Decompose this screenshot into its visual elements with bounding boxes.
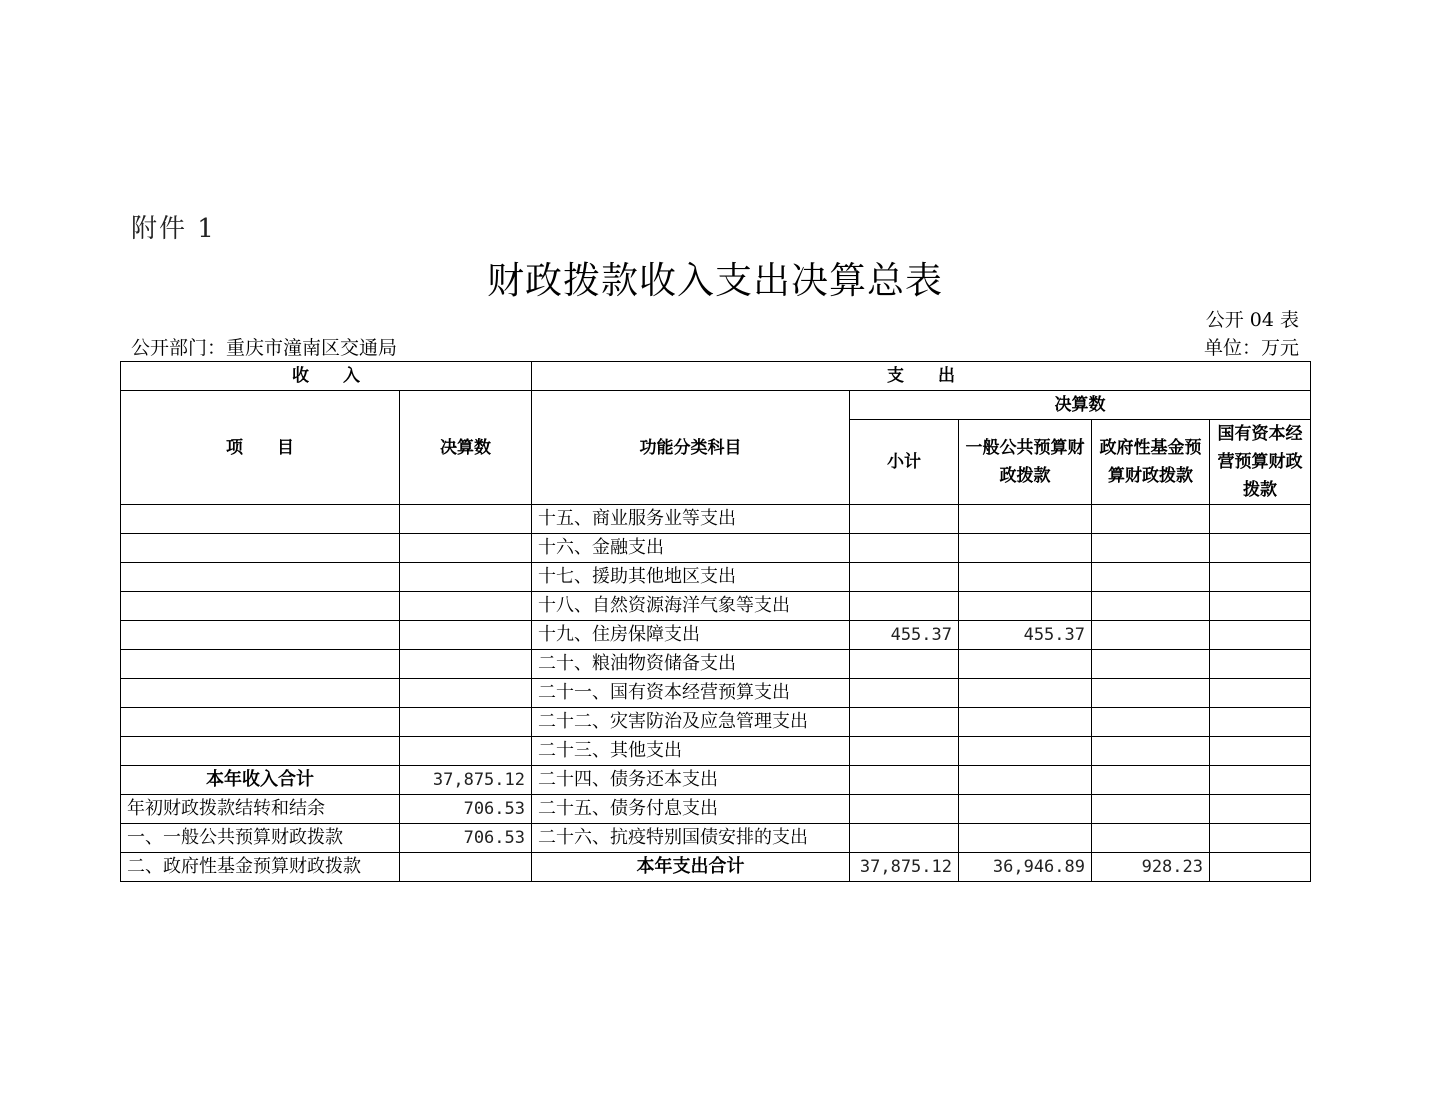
income-item-cell [121,534,400,563]
function-category-cell: 十六、金融支出 [532,534,850,563]
unit-label: 单位：万元 [1203,337,1299,359]
table-row [121,679,1311,708]
income-item-cell: 一、一般公共预算财政拨款 [121,824,400,853]
item-header: 项 目 [121,391,400,505]
function-category-cell: 本年支出合计 [532,853,850,882]
final-amount-header: 决算数 [850,391,1311,420]
income-item-cell [121,592,400,621]
general-budget-cell [959,679,1092,708]
income-item-cell: 年初财政拨款结转和结余 [121,795,400,824]
table-row [121,621,1311,650]
budget-summary-table [120,361,1311,882]
header-row-1 [121,362,1311,391]
income-item-cell [121,505,400,534]
table-row [121,708,1311,737]
gov-fund-cell [1092,824,1210,853]
gov-fund-cell [1092,708,1210,737]
income-amount-cell: 706.53 [400,795,532,824]
table-row [121,534,1311,563]
gov-fund-header: 政府性基金预算财政拨款 [1092,420,1210,505]
general-budget-cell [959,824,1092,853]
table-row [121,795,1311,824]
page-title: 财政拨款收入支出决算总表 [487,259,943,302]
header-row-2 [121,391,1311,420]
gov-fund-cell [1092,650,1210,679]
general-budget-cell [959,650,1092,679]
general-budget-cell: 36,946.89 [959,853,1092,882]
table-row [121,824,1311,853]
income-item-cell [121,621,400,650]
gov-fund-cell [1092,679,1210,708]
function-category-cell: 十五、商业服务业等支出 [532,505,850,534]
state-capital-cell [1210,621,1311,650]
gov-fund-cell [1092,795,1210,824]
income-amount-cell [400,505,532,534]
income-item-cell [121,679,400,708]
state-capital-cell [1210,650,1311,679]
form-number: 公开 04 表 [1205,309,1299,331]
subtotal-cell [850,679,959,708]
gov-fund-cell [1092,592,1210,621]
general-budget-cell [959,766,1092,795]
function-category-cell: 二十六、抗疫特别国债安排的支出 [532,824,850,853]
state-capital-cell [1210,679,1311,708]
function-category-cell: 十七、援助其他地区支出 [532,563,850,592]
income-amount-cell: 706.53 [400,824,532,853]
function-category-cell: 二十二、灾害防治及应急管理支出 [532,708,850,737]
subtotal-cell [850,795,959,824]
function-category-cell: 二十三、其他支出 [532,737,850,766]
income-amount-header: 决算数 [400,391,532,505]
subtotal-cell: 37,875.12 [850,853,959,882]
income-amount-cell [400,534,532,563]
income-item-cell: 本年收入合计 [121,766,400,795]
income-amount-cell: 37,875.12 [400,766,532,795]
function-category-cell: 二十、粮油物资储备支出 [532,650,850,679]
expense-header: 支 出 [532,362,1311,391]
state-capital-cell [1210,853,1311,882]
income-amount-cell [400,679,532,708]
gov-fund-cell: 928.23 [1092,853,1210,882]
general-budget-cell [959,737,1092,766]
income-amount-cell [400,621,532,650]
function-category-header: 功能分类科目 [532,391,850,505]
general-budget-cell [959,708,1092,737]
table-row [121,563,1311,592]
subtotal-cell [850,592,959,621]
table-row [121,766,1311,795]
subtotal-cell [850,708,959,737]
state-capital-cell [1210,563,1311,592]
subtotal-cell [850,824,959,853]
subtotal-cell: 455.37 [850,621,959,650]
general-budget-header: 一般公共预算财政拨款 [959,420,1092,505]
subtotal-cell [850,766,959,795]
subtotal-header: 小计 [850,420,959,505]
gov-fund-cell [1092,737,1210,766]
general-budget-cell [959,534,1092,563]
state-capital-cell [1210,708,1311,737]
income-amount-cell [400,708,532,737]
subtotal-cell [850,650,959,679]
table-row [121,592,1311,621]
income-amount-cell [400,592,532,621]
income-item-cell [121,563,400,592]
state-capital-cell [1210,824,1311,853]
state-capital-cell [1210,534,1311,563]
state-capital-cell [1210,766,1311,795]
general-budget-cell [959,592,1092,621]
function-category-cell: 二十五、债务付息支出 [532,795,850,824]
function-category-cell: 十八、自然资源海洋气象等支出 [532,592,850,621]
gov-fund-cell [1092,563,1210,592]
gov-fund-cell [1092,505,1210,534]
gov-fund-cell [1092,766,1210,795]
income-amount-cell [400,737,532,766]
function-category-cell: 二十一、国有资本经营预算支出 [532,679,850,708]
income-item-cell [121,708,400,737]
general-budget-cell [959,795,1092,824]
state-capital-cell [1210,737,1311,766]
subtotal-cell [850,505,959,534]
income-item-cell: 二、政府性基金预算财政拨款 [121,853,400,882]
general-budget-cell [959,505,1092,534]
table-row [121,737,1311,766]
income-header: 收 入 [121,362,532,391]
income-item-cell [121,650,400,679]
subtotal-cell [850,534,959,563]
income-amount-cell [400,650,532,679]
gov-fund-cell [1092,621,1210,650]
general-budget-cell: 455.37 [959,621,1092,650]
table-row [121,853,1311,882]
income-amount-cell [400,853,532,882]
function-category-cell: 十九、住房保障支出 [532,621,850,650]
income-amount-cell [400,563,532,592]
gov-fund-cell [1092,534,1210,563]
state-capital-cell [1210,505,1311,534]
subtotal-cell [850,737,959,766]
state-capital-header: 国有资本经营预算财政拨款 [1210,420,1311,505]
general-budget-cell [959,563,1092,592]
department-label: 公开部门：重庆市潼南区交通局 [131,337,398,359]
state-capital-cell [1210,592,1311,621]
attachment-label: 附件 1 [131,214,216,244]
income-item-cell [121,737,400,766]
subtotal-cell [850,563,959,592]
table-row [121,505,1311,534]
function-category-cell: 二十四、债务还本支出 [532,766,850,795]
table-row [121,650,1311,679]
state-capital-cell [1210,795,1311,824]
